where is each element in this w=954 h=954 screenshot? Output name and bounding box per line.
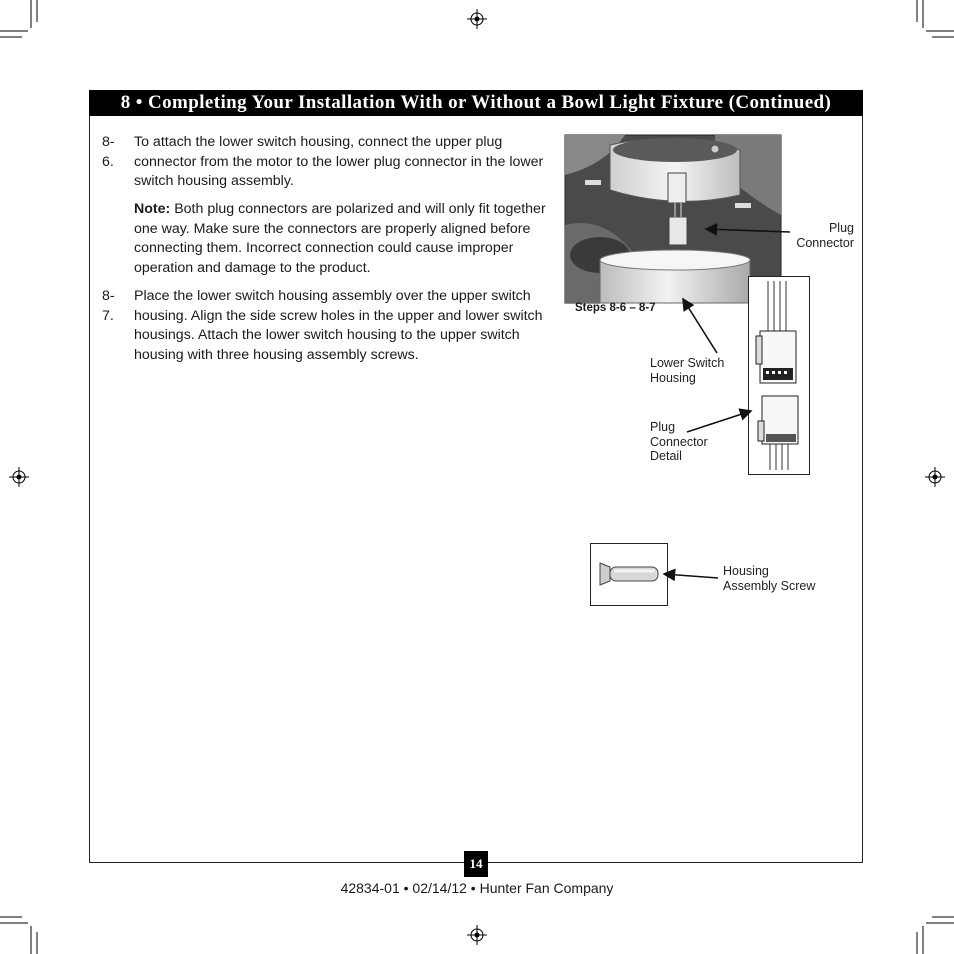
step-text: To attach the lower switch housing, connect the upper plug connector from the motor to the lower plug connector in the lower switch housing assembly. xyxy=(134,134,544,190)
registration-mark-bottom-icon xyxy=(467,925,487,945)
label-plug-connector: Plug Connector xyxy=(796,221,854,250)
registration-mark-right-icon xyxy=(925,467,945,487)
housing-assembly-screw-image xyxy=(590,543,668,606)
label-lower-switch-housing: Lower Switch Housing xyxy=(650,356,725,385)
step-number: 8-7. xyxy=(102,288,115,324)
section-title: 8 • Completing Your Installation With or Without a Bowl Light Fixture (Continued) xyxy=(89,90,863,116)
footer: 42834-01 • 02/14/12 • Hunter Fan Company xyxy=(340,880,614,896)
note-text: Both plug connectors are polarized and will only fit together one way. Make sure the connectors are properly aligned before connecting them. Incorrect connection could cause improper operation and damage to the product. xyxy=(134,201,546,276)
figure-caption: Steps 8-6 – 8-7 xyxy=(575,302,656,314)
page-number: 14 xyxy=(464,851,488,877)
step-text: Place the lower switch housing assembly over the upper switch housing. Align the side screw holes in the upper and lower switch housings. Attach the lower switch housing to the upper switch housing with three housing assembly screws. xyxy=(134,288,543,363)
registration-mark-left-icon xyxy=(9,467,29,487)
note-paragraph xyxy=(134,200,558,278)
label-plug-connector-detail: Plug Connector Detail xyxy=(650,420,708,463)
step-number: 8-6. xyxy=(102,134,115,170)
plug-connector-detail-image xyxy=(748,276,810,475)
registration-mark-top-icon xyxy=(467,9,487,29)
note-label: Note: xyxy=(134,201,171,217)
label-housing-assembly-screw: Housing Assembly Screw xyxy=(723,564,816,593)
